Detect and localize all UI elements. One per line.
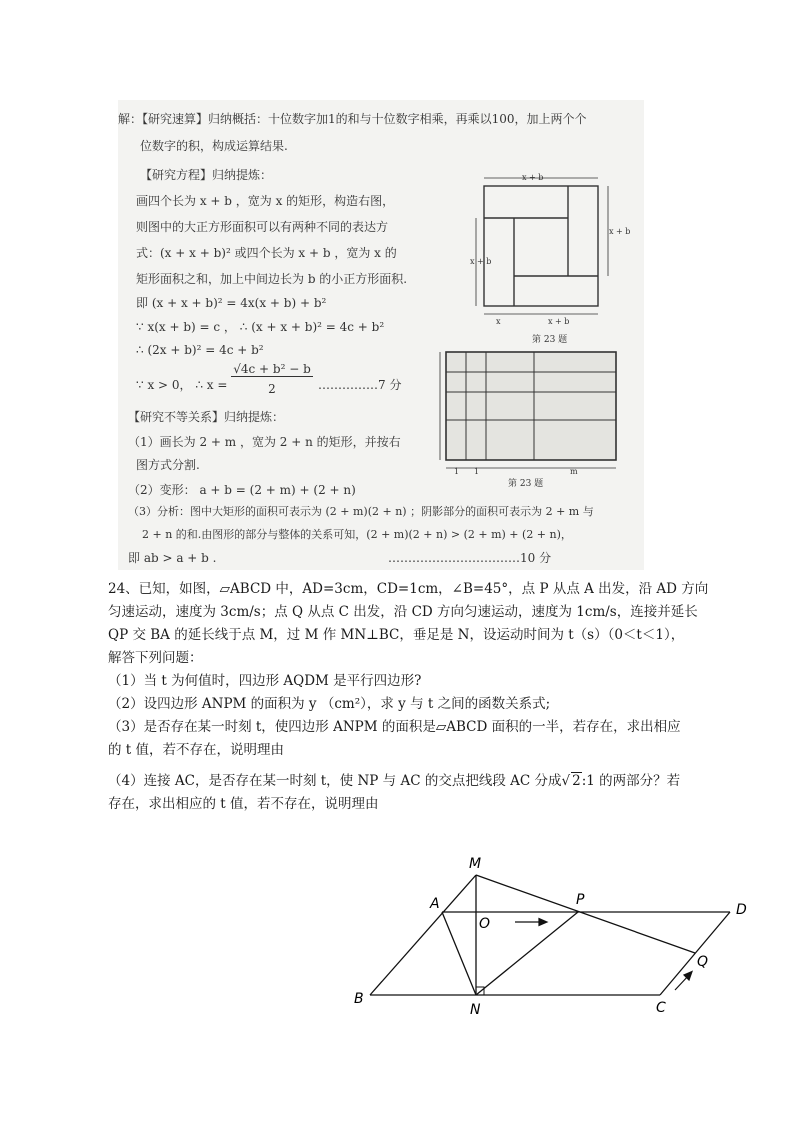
problem-line: QP 交 BA 的延长线于点 M，过 M 作 MN⊥BC，垂足是 N，设运动时间为 t（s）（0＜t＜1），	[108, 627, 685, 643]
answer-line: 【研究方程】归纳提炼：	[140, 168, 273, 182]
segment-mq	[476, 875, 695, 953]
answer-line: 【研究不等关系】归纳提炼：	[128, 410, 285, 424]
figure-23-pinwheel	[470, 172, 634, 352]
answer-line: （1）画长为 2 + m ，宽为 2 + n 的矩形，并按右	[128, 435, 401, 449]
answer-line: 解：【研究速算】归纳概括：十位数字加1的和与十位数字相乘，再乘以100，加上两个个	[118, 112, 587, 126]
dim-label: x + b	[548, 317, 570, 326]
answer-line: ∴ (2x + b)² = 4c + b²	[136, 343, 264, 357]
segment-bm	[370, 875, 476, 995]
answer-line: 位数字的积，构成运算结果.	[140, 139, 288, 153]
answer-line: 即 (x + x + b)² = 4x(x + b) + b²	[136, 296, 327, 310]
dim-label: x + b	[470, 257, 492, 266]
segment-an	[442, 912, 476, 995]
label-p: P	[576, 892, 585, 908]
answer-line: 矩形面积之和，加上中间边长为 b 的小正方形面积.	[136, 272, 408, 286]
answer-line: ∵ x(x + b) = c ， ∴ (x + x + b)² = 4c + b²	[136, 320, 385, 334]
answer-line: 画四个长为 x + b ，宽为 x 的矩形，构造右图，	[136, 194, 395, 208]
question-4-text: （4）连接 AC，是否存在某一时刻 t，使 NP 与 AC 的交点把线段 AC 分成	[108, 773, 562, 789]
segment-np	[476, 912, 578, 995]
answer-line: 式：(x + x + b)² 或四个长为 x + b ，宽为 x 的	[136, 246, 397, 260]
answer-line: 图方式分割.	[136, 458, 200, 472]
problem-line: 24、已知，如图，▱ABCD 中，AD=3cm，CD=1cm，∠B=45°，点 P 从点 A 出发，沿 AD 方向	[108, 581, 709, 597]
question-1: （1）当 t 为何值时，四边形 AQDM 是平行四边形?	[108, 673, 422, 689]
question-3-cont: 的 t 值，若不存在，说明理由	[108, 742, 285, 758]
problem-line: 匀速运动，速度为 3cm/s；点 Q 从点 C 出发，沿 CD 方向匀速运动，速度为 1cm/s，连接并延长	[108, 604, 698, 620]
dim-label: x + b	[522, 173, 544, 182]
figure-23-grid	[438, 348, 632, 488]
label-o: O	[479, 916, 491, 932]
score-mark: ……………………………10 分	[388, 551, 552, 565]
dim-label: x	[496, 317, 501, 326]
answer-line: 2 + n 的和.由图形的部分与整体的关系可知，(2 + m)(2 + n) > (2 + m) + (2 + n)，	[142, 528, 572, 541]
label-q: Q	[697, 954, 709, 970]
question-4-cont: 存在，求出相应的 t 值，若不存在，说明理由	[108, 796, 379, 812]
fraction-denominator: 2	[268, 382, 276, 396]
answer-line: 则图中的大正方形面积可以有两种不同的表达方	[136, 220, 389, 234]
dim-label: 1	[474, 467, 480, 476]
label-d: D	[736, 902, 747, 918]
problem-24	[108, 578, 728, 816]
question-3: （3）是否存在某一时刻 t，使四边形 ANPM 的面积是▱ABCD 面积的一半，若存在，求出相应	[108, 719, 681, 735]
label-n: N	[470, 1002, 481, 1018]
answer-line: ∵ x > 0， ∴ x =	[136, 378, 228, 392]
problem-line: 解答下列问题：	[108, 650, 203, 666]
answer-line: （2）变形： a + b = (2 + m) + (2 + n)	[128, 483, 356, 497]
fraction-numerator: √4c + b² − b	[231, 362, 313, 377]
label-c: C	[656, 1000, 666, 1016]
figure-caption: 第 23 题	[532, 335, 568, 345]
dim-label: 1	[454, 467, 460, 476]
question-4-text: :1 的两部分？若	[581, 773, 681, 789]
question-2: （2）设四边形 ANPM 的面积为 y （cm²），求 y 与 t 之间的函数关系式;	[108, 696, 551, 712]
figure-caption: 第 23 题	[508, 479, 544, 489]
sqrt-radicand: 2	[572, 773, 581, 789]
score-mark: ……………7 分	[318, 378, 402, 392]
segment-cd	[660, 912, 730, 995]
dim-label: m	[570, 467, 578, 476]
label-b: B	[354, 991, 364, 1007]
answer-line: （3）分析：图中大矩形的面积可表示为 (2 + m)(2 + n) ；阴影部分的面积可表示为 2 + m 与	[128, 505, 594, 518]
geometry-figure	[340, 840, 780, 1030]
question-4: （4）连接 AC，是否存在某一时刻 t，使 NP 与 AC 的交点把线段 AC 分成√ 2:1 的两部分？若	[108, 773, 681, 789]
scanned-answer-block	[118, 100, 644, 570]
label-m: M	[469, 856, 482, 872]
label-a: A	[430, 896, 440, 912]
answer-line: 即 ab > a + b .	[128, 551, 217, 565]
dim-label: x + b	[609, 227, 631, 236]
